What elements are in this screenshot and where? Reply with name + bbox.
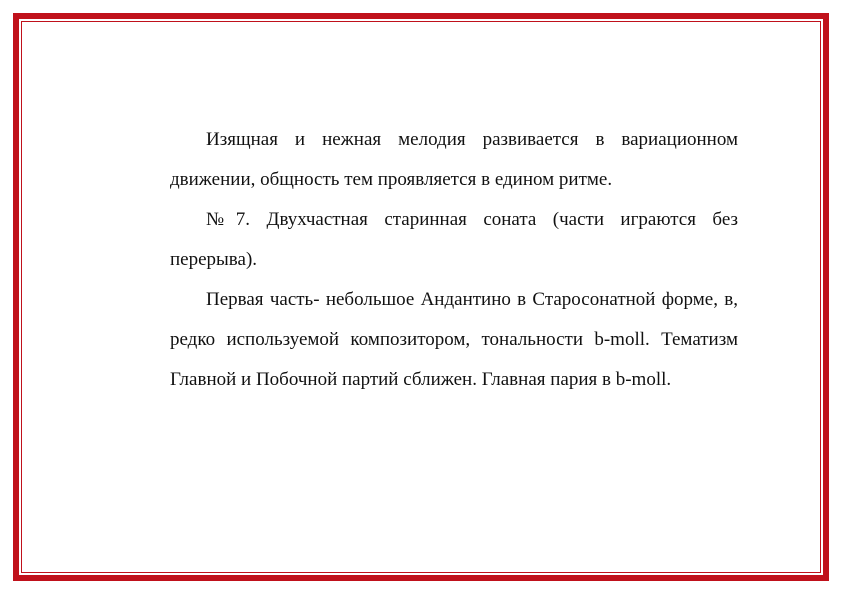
paragraph-first-part: Первая часть- небольшое Андантино в Старосонатной форме, в, редко используемой композитором, тональности b-moll. Тематизм Главной и Побочной партий сближен. Главная пария в b-moll.: [170, 289, 738, 390]
paragraph-melody: Изящная и нежная мелодия развивается в вариационном движении, общность тем проявляется в едином ритме.: [170, 129, 738, 190]
document-text: [170, 120, 738, 400]
paragraph-sonata-number: №7. Двухчастная старинная соната (части играются без перерыва).: [170, 209, 738, 270]
